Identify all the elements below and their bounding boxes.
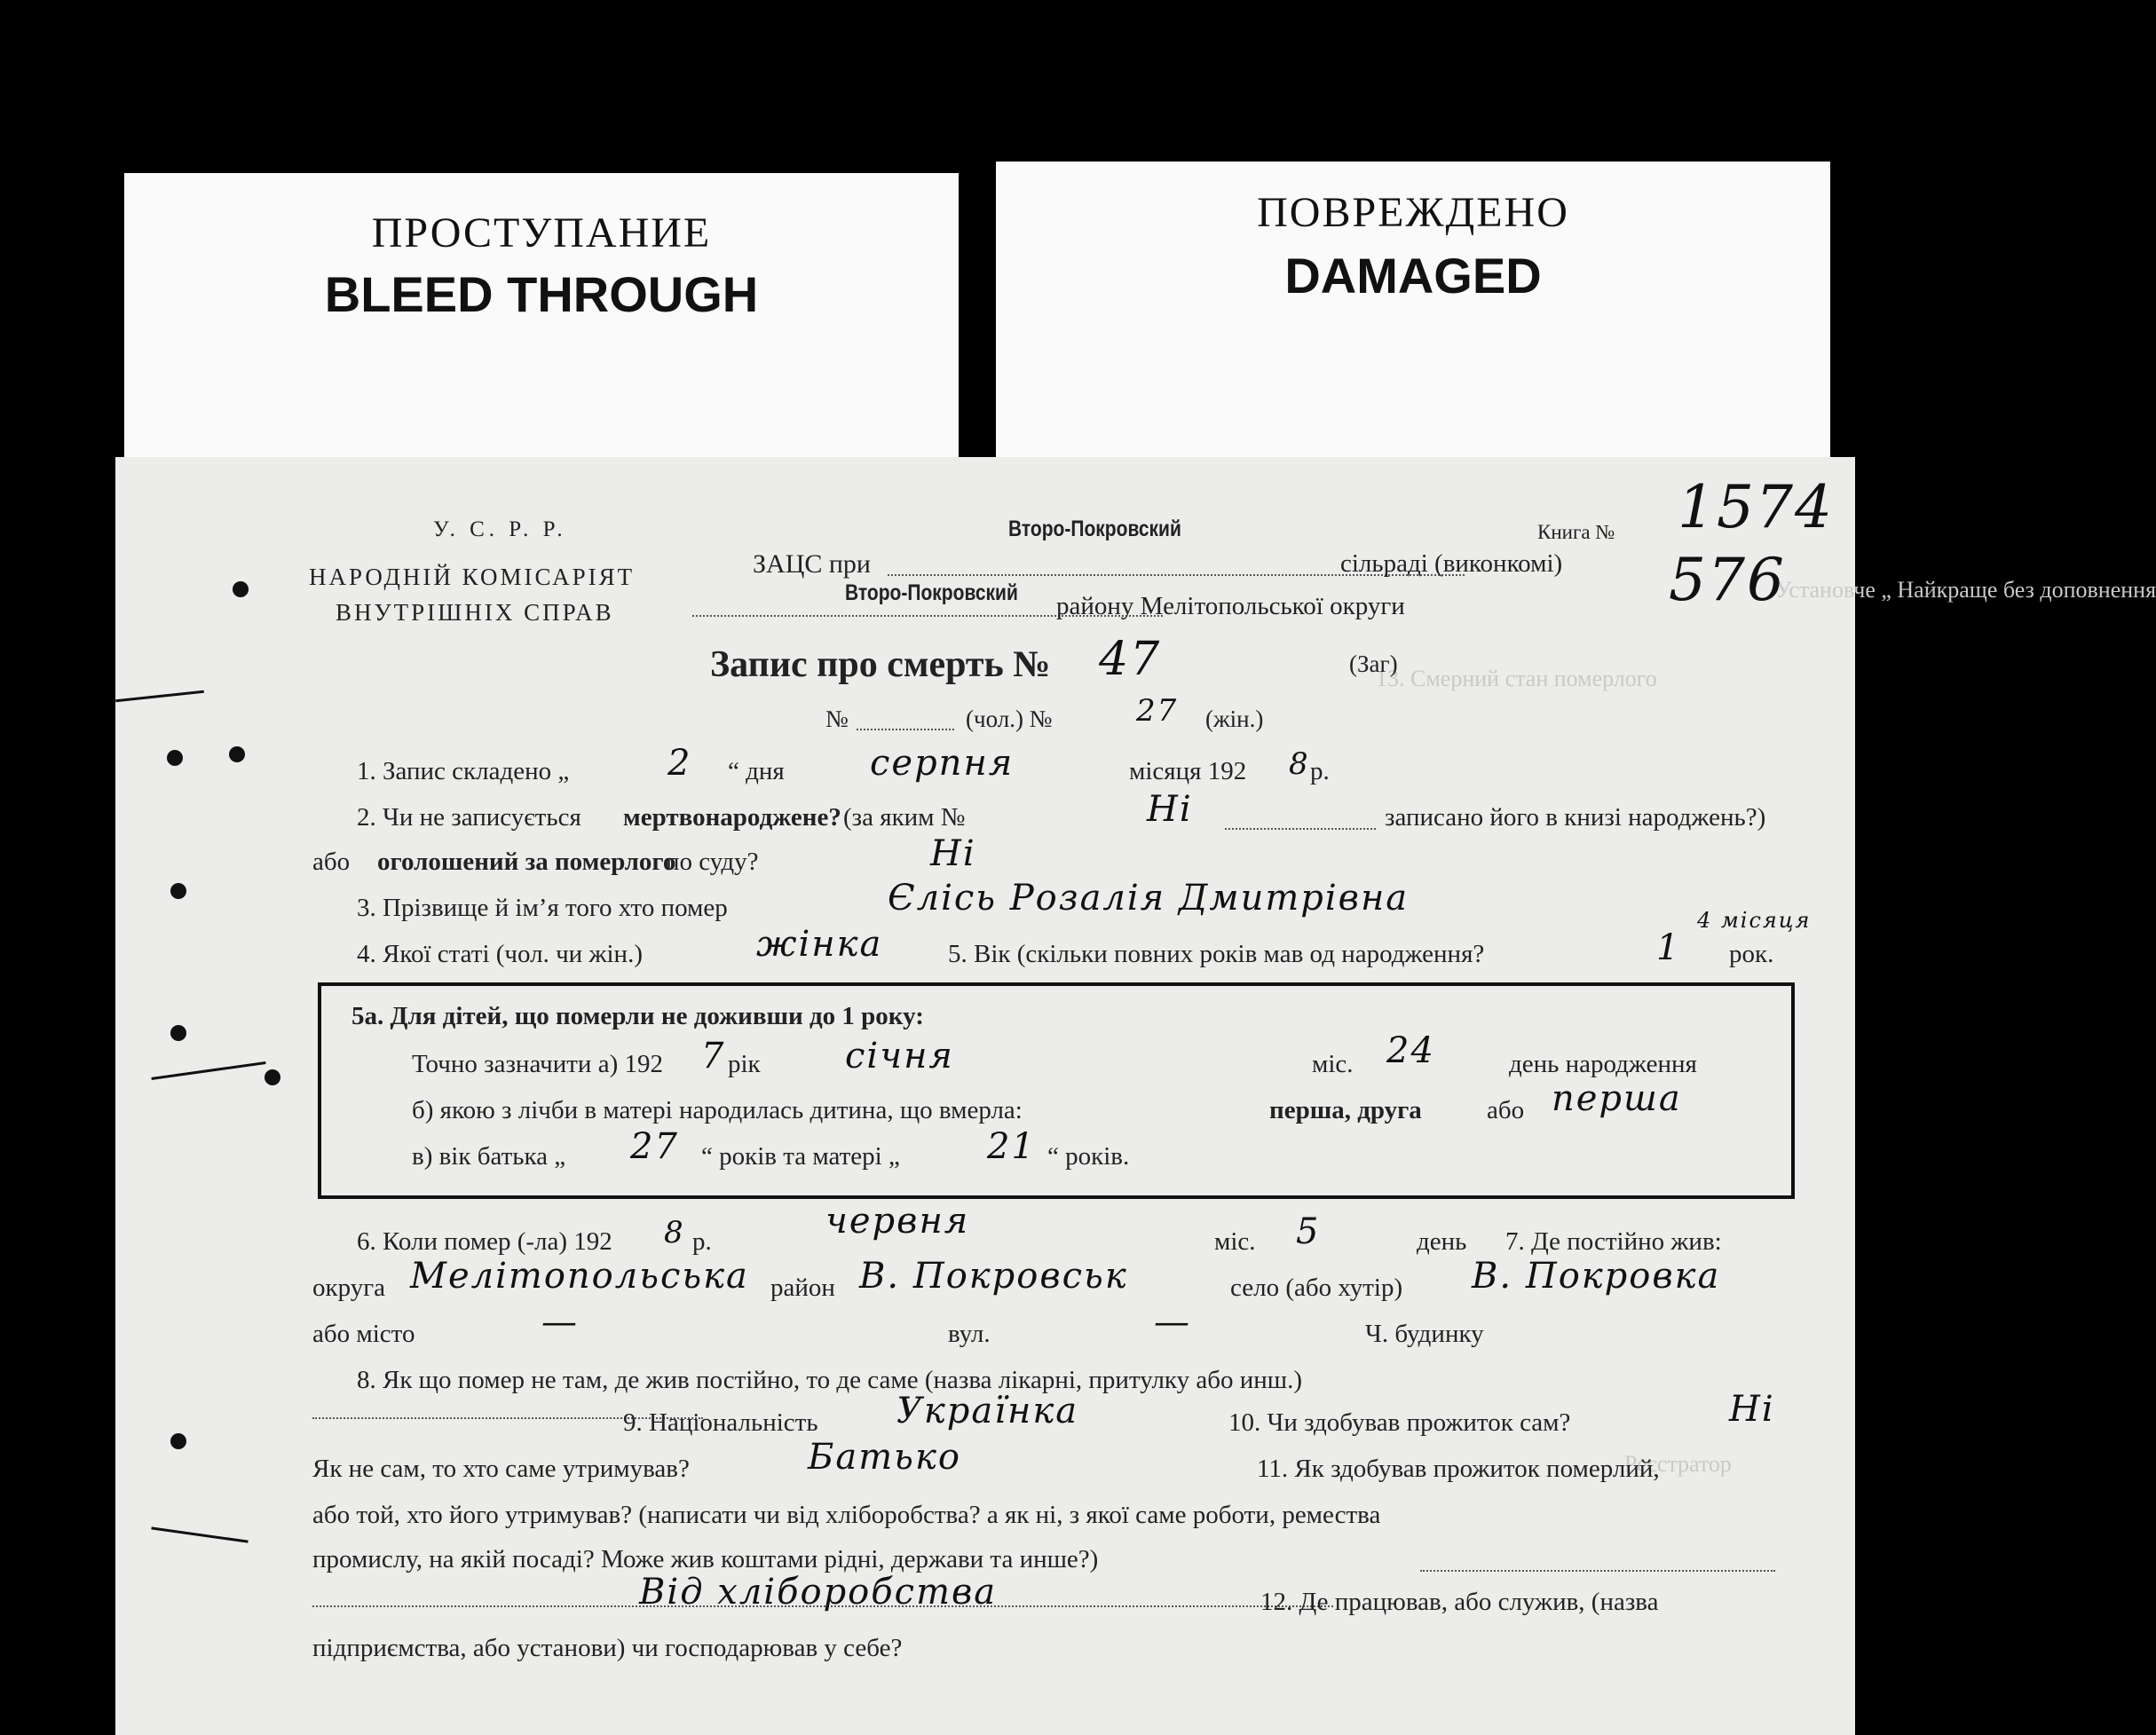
zhin-label: (жін.) bbox=[1205, 706, 1264, 732]
budynok-label: Ч. будинку bbox=[1365, 1320, 1484, 1348]
support-label: Як не сам, то хто саме утримував? bbox=[312, 1455, 690, 1483]
punch-hole bbox=[229, 746, 245, 762]
parents-age-label: “ років та матері „ bbox=[701, 1142, 900, 1171]
book-number: 1574 bbox=[1678, 473, 1834, 541]
field-2-label: мертвонароджене? bbox=[623, 803, 841, 832]
field-2-label: 2. Чи не записується bbox=[357, 803, 581, 832]
field-6-label: р. bbox=[692, 1227, 712, 1256]
damage-mark bbox=[115, 690, 204, 702]
punch-hole bbox=[170, 1025, 186, 1041]
okruga-label: округа bbox=[312, 1274, 385, 1302]
field-11-label: промислу, на якій посаді? Може жив коштами рідні, держави та инше?) bbox=[312, 1545, 1099, 1573]
parents-age-label: в) вік батька „ bbox=[412, 1142, 566, 1171]
field-2-label: (за яким № bbox=[843, 803, 966, 832]
death-day: 5 bbox=[1296, 1211, 1321, 1252]
field-2-label: або bbox=[312, 848, 351, 876]
deceased-name: Єлісь Розалія Дмитрівна bbox=[888, 878, 1410, 919]
birth-date-label: день народження bbox=[1509, 1050, 1697, 1078]
birth-day: 24 bbox=[1386, 1030, 1435, 1071]
field-12-label: підприємства, або установи) чи господарював у себе? bbox=[312, 1634, 903, 1662]
okruga-value: Мелітопольська bbox=[410, 1256, 749, 1297]
birth-date-label: міс. bbox=[1312, 1050, 1354, 1078]
silrada-label: сільраді (виконкомі) bbox=[1340, 549, 1563, 578]
zags-label: ЗАЦС при bbox=[753, 549, 871, 579]
record-stamp-number: 576 bbox=[1669, 546, 1786, 614]
card-label-ru: ПРОСТУПАНИЕ bbox=[371, 209, 712, 256]
rayon-value: В. Покровськ bbox=[859, 1256, 1128, 1297]
occupation-value: Від хліборобства bbox=[639, 1572, 998, 1613]
misto-value: — bbox=[541, 1302, 579, 1343]
infant-section-heading: 5а. Для дітей, що померли не доживши до 1 року: bbox=[351, 1002, 924, 1030]
birth-date-label: Точно зазначити а) 192 bbox=[412, 1050, 663, 1078]
bleed-through-card bbox=[124, 173, 959, 475]
birth-year: 7 bbox=[701, 1036, 726, 1076]
birth-date-label: рік bbox=[728, 1050, 761, 1078]
field-10-label: 10. Чи здобував прожиток сам? bbox=[1228, 1408, 1571, 1437]
field-12-label: 12. Де працював, або служив, (назва bbox=[1260, 1588, 1659, 1616]
commissariat-label: ВНУТРІШНІХ СПРАВ bbox=[336, 599, 614, 626]
age-months: 4 місяця bbox=[1697, 908, 1812, 933]
field-2-label: записано його в книзі народжень?) bbox=[1385, 803, 1766, 832]
field-1-label: р. bbox=[1310, 757, 1330, 785]
field-4-label: 4. Якої статі (чол. чи жін.) bbox=[357, 940, 643, 968]
field-2-label: по суду? bbox=[666, 848, 759, 876]
record-month: серпня bbox=[870, 743, 1015, 784]
support-value: Батько bbox=[808, 1437, 961, 1478]
father-age: 27 bbox=[630, 1126, 679, 1167]
rayon-label: району Мелітопольської округи bbox=[1056, 592, 1405, 620]
chol-number: 27 bbox=[1136, 693, 1179, 729]
record-day: 2 bbox=[667, 743, 692, 784]
punch-hole bbox=[265, 1069, 280, 1085]
field-11-label: 11. Як здобував прожиток померлий, bbox=[1257, 1455, 1660, 1483]
damaged-card bbox=[996, 162, 1830, 472]
sex-value: жінка bbox=[756, 924, 883, 965]
vul-label: вул. bbox=[948, 1320, 991, 1348]
field-1-label: 1. Запис складено „ bbox=[357, 757, 570, 785]
nationality-value: Українка bbox=[896, 1391, 1079, 1431]
village-stamp: Второ-Покровский bbox=[845, 580, 1018, 606]
field-2-label: оголошений за померлого bbox=[377, 848, 676, 876]
bleed-through-text: Реєстратор bbox=[1624, 1451, 1732, 1477]
court-declared-value: Ні bbox=[930, 833, 976, 874]
no-label: № bbox=[825, 706, 849, 732]
damage-mark bbox=[151, 1526, 248, 1542]
record-year: 8 bbox=[1289, 746, 1310, 782]
village-stamp: Второ-Покровский bbox=[1008, 517, 1181, 542]
damage-mark bbox=[151, 1061, 265, 1080]
bleed-through-text: 13. Смерний стан померлого bbox=[1376, 666, 1657, 691]
field-6-label: 6. Коли помер (-ла) 192 bbox=[357, 1227, 612, 1256]
chol-label: (чол.) № bbox=[966, 706, 1053, 732]
record-number: 47 bbox=[1099, 633, 1162, 686]
vul-value: — bbox=[1154, 1302, 1191, 1343]
field-8-label: 8. Як що помер не там, де жив постійно, то де саме (назва лікарні, притулку або инш.) bbox=[357, 1366, 1303, 1394]
birth-order-label: або bbox=[1487, 1096, 1525, 1124]
commissariat-label: НАРОДНІЙ КОМІСАРІЯТ bbox=[309, 564, 636, 590]
parents-age-label: “ років. bbox=[1047, 1142, 1130, 1171]
page-title: Запис про смерть № bbox=[710, 644, 1051, 685]
field-3-label: 3. Прізвище й ім’я того хто помер bbox=[357, 894, 728, 922]
birth-month: січня bbox=[845, 1036, 954, 1076]
birth-order-label: б) якою з лічби в матері народилась дитина, що вмерла: bbox=[412, 1096, 1023, 1124]
stillborn-value: Ні bbox=[1147, 789, 1193, 830]
field-6-label: міс. bbox=[1214, 1227, 1256, 1256]
selo-label: село (або хутір) bbox=[1230, 1274, 1403, 1302]
self-support-value: Ні bbox=[1729, 1389, 1775, 1430]
birth-order-label: перша, друга bbox=[1269, 1096, 1422, 1124]
book-label: Книга № bbox=[1537, 521, 1615, 543]
punch-hole bbox=[170, 1433, 186, 1449]
punch-hole bbox=[170, 883, 186, 899]
death-record-form bbox=[115, 457, 2156, 1735]
field-7-label: 7. Де постійно жив: bbox=[1505, 1227, 1722, 1256]
ussr-label: У. С. Р. Р. bbox=[433, 517, 567, 541]
field-9-label: 9. Національність bbox=[623, 1408, 818, 1437]
card-label-ru: ПОВРЕЖДЕНО bbox=[1257, 189, 1569, 236]
death-year: 8 bbox=[664, 1215, 685, 1250]
mother-age: 21 bbox=[987, 1126, 1036, 1167]
field-1-label: “ дня bbox=[728, 757, 785, 785]
death-month: червня bbox=[825, 1201, 970, 1242]
field-5-label: 5. Вік (скільки повних років мав од народження? bbox=[948, 940, 1485, 968]
field-11-label: або той, хто його утримував? (написати чи від хліборобства? а як ні, з якої саме роботи, ремества bbox=[312, 1501, 1381, 1529]
card-label-en: BLEED THROUGH bbox=[324, 266, 759, 322]
field-5-label: рок. bbox=[1729, 940, 1774, 968]
punch-hole bbox=[233, 581, 249, 597]
age-value: 1 bbox=[1656, 927, 1681, 968]
field-1-label: місяця 192 bbox=[1129, 757, 1247, 785]
birth-order-value: перша bbox=[1552, 1078, 1682, 1119]
field-6-label: день bbox=[1417, 1227, 1467, 1256]
card-label-en: DAMAGED bbox=[1284, 248, 1542, 304]
selo-value: В. Покровка bbox=[1472, 1256, 1721, 1297]
misto-label: або місто bbox=[312, 1320, 415, 1348]
bleed-through-text: Установче „ Найкраще без доповнення bbox=[1775, 577, 2156, 603]
zag-label: (Заг) bbox=[1349, 651, 1398, 677]
rayon-label: район bbox=[770, 1274, 835, 1302]
punch-hole bbox=[167, 750, 183, 766]
